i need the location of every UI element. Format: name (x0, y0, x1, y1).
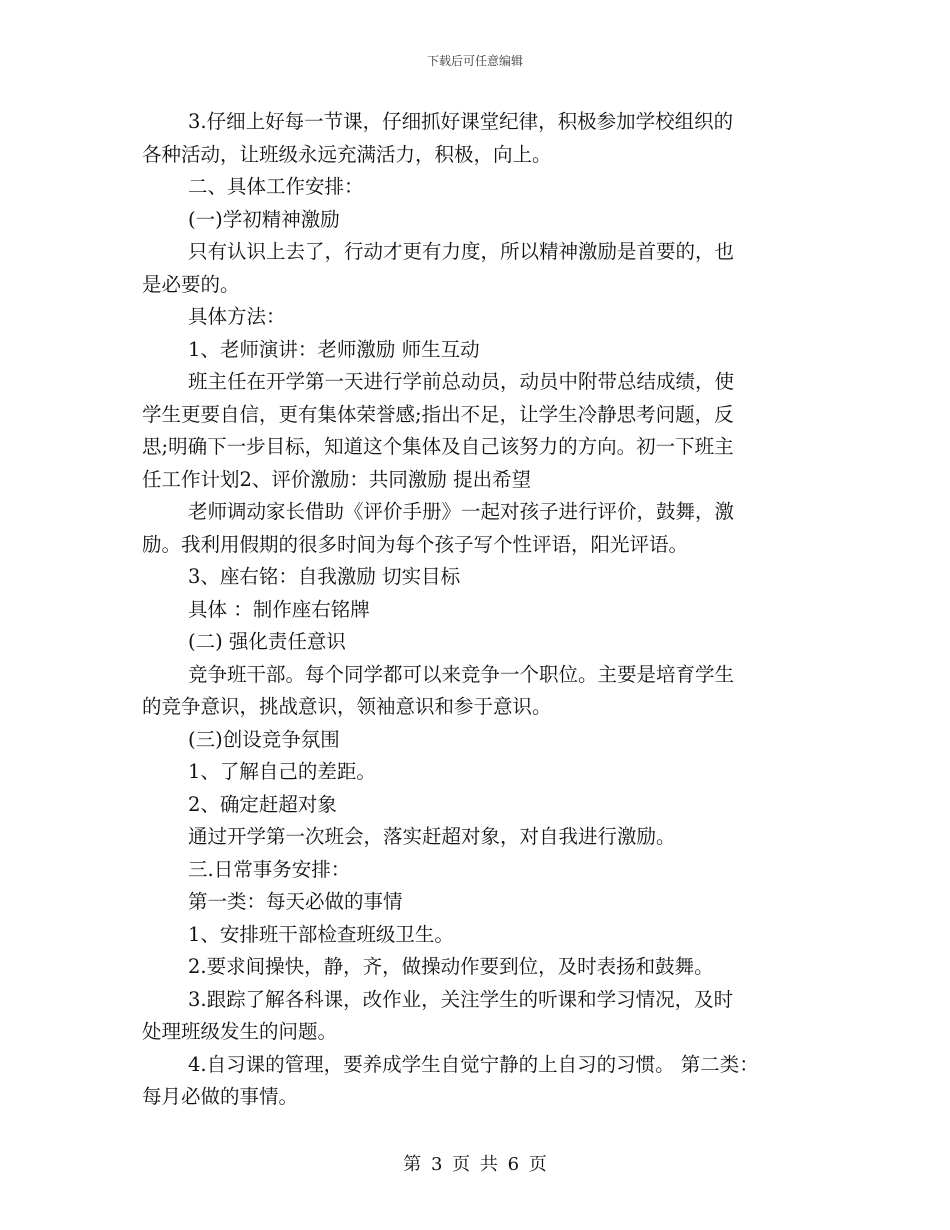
subsection-heading: (三)创设竞争氛围 (188, 727, 340, 751)
paragraph-line: 只有认识上去了，行动才更有力度，所以精神激励是首要的，也 (188, 240, 735, 263)
paragraph-line: 具体方法： (188, 305, 286, 328)
paragraph-line: 思;明确下一步目标，知道这个集体及自己该努力的方向。初一下班主 (142, 435, 734, 458)
section-heading: 三.日常事务安排： (188, 857, 351, 881)
list-item: 4.自习课的管理，要养成学生自觉宁静的上自习的习惯。 第二类： (188, 1052, 759, 1076)
paragraph-line: 具体 ：制作座右铭牌 (188, 597, 370, 621)
paragraph-line: 学生更要自信，更有集体荣誉感;指出不足，让学生冷静思考问题，反 (142, 402, 734, 426)
paragraph-line: 各种活动，让班级永远充满活力，积极，向上。 (142, 142, 552, 166)
subsection-heading: (二) 强化责任意识 (188, 630, 346, 653)
paragraph-line: 处理班级发生的问题。 (142, 1020, 338, 1043)
paragraph-line: 励。我利用假期的很多时间为每个孩子写个性评语，阳光评语。 (142, 532, 689, 556)
document-body (142, 106, 822, 1114)
subsection-heading: (一)学初精神激励 (188, 207, 340, 231)
paragraph-line: 3.仔细上好每一节课，仔细抓好课堂纪律，积极参加学校组织的 (188, 110, 734, 133)
subsection-heading: 第一类：每天必做的事情 (188, 890, 403, 913)
list-item: 3.跟踪了解各科课，改作业，关注学生的听课和学习情况，及时 (188, 987, 734, 1011)
paragraph-line: 每月必做的事情。 (142, 1085, 299, 1108)
list-item: 2、确定赶超对象 (188, 792, 337, 816)
list-item: 2.要求间操快，静，齐，做操动作要到位，及时表扬和鼓舞。 (188, 955, 714, 978)
list-item: 1、安排班干部检查班级卫生。 (188, 922, 454, 946)
paragraph-line: 竞争班干部。每个同学都可以来竞争一个职位。主要是培育学生 (188, 662, 735, 686)
paragraph-line: 的竞争意识，挑战意识，领袖意识和参于意识。 (142, 695, 552, 718)
list-item: 1、老师演讲：老师激励 师生互动 (188, 337, 480, 361)
page-number: 第 3 页 共 6 页 (403, 1154, 547, 1175)
paragraph-line: 是必要的。 (142, 272, 240, 296)
paragraph-line: 班主任在开学第一天进行学前总动员，动员中附带总结成绩，使 (188, 370, 735, 393)
section-heading: 二、具体工作安排： (188, 175, 364, 198)
page-header: 下载后可任意编辑 (426, 54, 523, 68)
list-item: 3、座右铭：自我激励 切实目标 (188, 565, 461, 588)
paragraph-line: 通过开学第一次班会，落实赶超对象，对自我进行激励。 (188, 825, 676, 848)
paragraph-line: 老师调动家长借助《评价手册》一起对孩子进行评价，鼓舞，激 (188, 500, 735, 523)
list-item: 1、了解自己的差距。 (188, 760, 376, 783)
paragraph-line: 任工作计划2、评价激励：共同激励 提出希望 (142, 467, 532, 491)
